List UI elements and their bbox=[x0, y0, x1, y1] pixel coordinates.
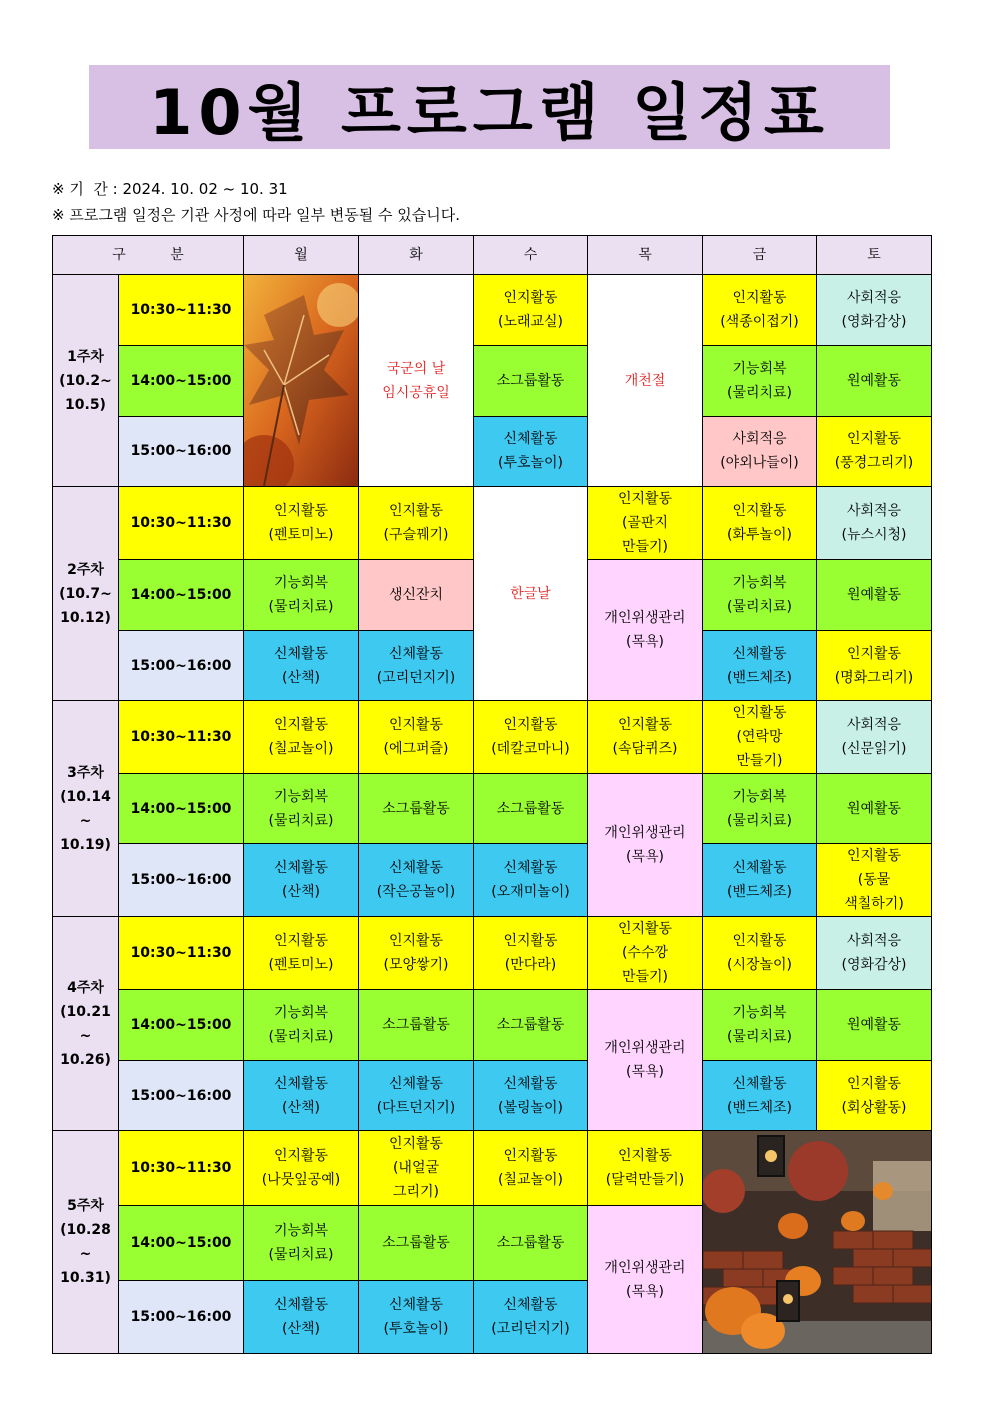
activity-cell: 기능회복 (물리치료) bbox=[244, 1206, 359, 1281]
activity-cell: 신체활동 (밴드체조) bbox=[703, 844, 817, 917]
week-label: 3주차 (10.14 ~ 10.19) bbox=[53, 701, 119, 917]
page-title: 10월 프로그램 일정표 bbox=[149, 75, 830, 149]
activity-cell: 인지활동 (속담퀴즈) bbox=[588, 701, 703, 774]
header-mon: 월 bbox=[244, 236, 359, 275]
activity-cell: 생신잔치 bbox=[359, 560, 474, 631]
header-sat: 토 bbox=[817, 236, 932, 275]
activity-cell: 인지활동 (펜토미노) bbox=[244, 487, 359, 560]
title-banner bbox=[89, 65, 890, 149]
activity-cell: 신체활동 (볼링놀이) bbox=[474, 1061, 588, 1131]
activity-cell: 기능회복 (물리치료) bbox=[244, 990, 359, 1061]
activity-cell: 사회적응 (영화감상) bbox=[817, 275, 932, 346]
autumn-leaf-photo bbox=[244, 275, 359, 487]
table-row bbox=[53, 844, 932, 917]
activity-cell: 사회적응 (영화감상) bbox=[817, 917, 932, 990]
activity-cell: 신체활동 (산책) bbox=[244, 631, 359, 701]
activity-cell: 소그룹활동 bbox=[359, 774, 474, 844]
activity-cell: 소그룹활동 bbox=[474, 990, 588, 1061]
week-label: 4주차 (10.21 ~ 10.26) bbox=[53, 917, 119, 1131]
time-slot: 10:30~11:30 bbox=[119, 487, 244, 560]
time-slot: 10:30~11:30 bbox=[119, 1131, 244, 1206]
activity-cell: 기능회복 (물리치료) bbox=[703, 990, 817, 1061]
period-note: ※ 기 간 : 2024. 10. 02 ~ 10. 31 bbox=[52, 180, 288, 198]
time-slot: 15:00~16:00 bbox=[119, 1061, 244, 1131]
activity-cell: 인지활동 (동물 색칠하기) bbox=[817, 844, 932, 917]
holiday-cell: 한글날 bbox=[474, 487, 588, 701]
activity-cell: 원예활동 bbox=[817, 560, 932, 631]
table-row bbox=[53, 416, 932, 486]
activity-cell: 인지활동 (화투놀이) bbox=[703, 487, 817, 560]
activity-cell: 신체활동 (오재미놀이) bbox=[474, 844, 588, 917]
activity-cell: 인지활동 (칠교놀이) bbox=[244, 701, 359, 774]
time-slot: 15:00~16:00 bbox=[119, 416, 244, 486]
activity-cell: 인지활동 (색종이접기) bbox=[703, 275, 817, 346]
activity-cell: 인지활동 (골판지 만들기) bbox=[588, 487, 703, 560]
header-wed: 수 bbox=[474, 236, 588, 275]
time-slot: 14:00~15:00 bbox=[119, 346, 244, 416]
activity-cell: 기능회복 (물리치료) bbox=[703, 560, 817, 631]
time-slot: 14:00~15:00 bbox=[119, 774, 244, 844]
activity-cell: 신체활동 (고리던지기) bbox=[474, 1281, 588, 1354]
time-slot: 10:30~11:30 bbox=[119, 917, 244, 990]
time-slot: 14:00~15:00 bbox=[119, 990, 244, 1061]
activity-cell: 원예활동 bbox=[817, 346, 932, 416]
activity-cell: 개인위생관리 (목욕) bbox=[588, 990, 703, 1131]
table-row bbox=[53, 1131, 932, 1206]
activity-cell: 인지활동 (달력만들기) bbox=[588, 1131, 703, 1206]
activity-cell: 소그룹활동 bbox=[359, 1206, 474, 1281]
activity-cell: 신체활동 (밴드체조) bbox=[703, 1061, 817, 1131]
table-row bbox=[53, 990, 932, 1061]
activity-cell: 신체활동 (산책) bbox=[244, 1061, 359, 1131]
activity-cell: 사회적응 (신문읽기) bbox=[817, 701, 932, 774]
table-row bbox=[53, 346, 932, 416]
time-slot: 14:00~15:00 bbox=[119, 1206, 244, 1281]
header-category: 구 분 bbox=[53, 236, 244, 275]
activity-cell: 인지활동 (명화그리기) bbox=[817, 631, 932, 701]
header-row bbox=[53, 236, 932, 275]
activity-cell: 원예활동 bbox=[817, 990, 932, 1061]
activity-cell: 인지활동 (에그퍼즐) bbox=[359, 701, 474, 774]
header-thu: 목 bbox=[588, 236, 703, 275]
table-row bbox=[53, 917, 932, 990]
activity-cell: 신체활동 (밴드체조) bbox=[703, 631, 817, 701]
time-slot: 10:30~11:30 bbox=[119, 701, 244, 774]
notes bbox=[52, 176, 460, 228]
activity-cell: 신체활동 (투호놀이) bbox=[359, 1281, 474, 1354]
activity-cell: 신체활동 (산책) bbox=[244, 1281, 359, 1354]
activity-cell: 기능회복 (물리치료) bbox=[703, 774, 817, 844]
activity-cell: 소그룹활동 bbox=[359, 990, 474, 1061]
table-row bbox=[53, 487, 932, 560]
activity-cell: 인지활동 (풍경그리기) bbox=[817, 416, 932, 486]
activity-cell: 사회적응 (야외나들이) bbox=[703, 416, 817, 486]
activity-cell: 인지활동 (수수깡 만들기) bbox=[588, 917, 703, 990]
pumpkin-porch-photo bbox=[703, 1131, 932, 1354]
activity-cell: 신체활동 (다트던지기) bbox=[359, 1061, 474, 1131]
activity-cell: 인지활동 (시장놀이) bbox=[703, 917, 817, 990]
activity-cell: 인지활동 (회상활동) bbox=[817, 1061, 932, 1131]
activity-cell: 인지활동 (데칼코마니) bbox=[474, 701, 588, 774]
activity-cell: 원예활동 bbox=[817, 774, 932, 844]
time-slot: 15:00~16:00 bbox=[119, 1281, 244, 1354]
activity-cell: 소그룹활동 bbox=[474, 346, 588, 416]
time-slot: 14:00~15:00 bbox=[119, 560, 244, 631]
table-row bbox=[53, 701, 932, 774]
holiday-cell: 개천절 bbox=[588, 275, 703, 487]
activity-cell: 개인위생관리 (목욕) bbox=[588, 1206, 703, 1354]
activity-cell: 인지활동 (노래교실) bbox=[474, 275, 588, 346]
activity-cell: 인지활동 (펜토미노) bbox=[244, 917, 359, 990]
header-fri: 금 bbox=[703, 236, 817, 275]
table-row bbox=[53, 774, 932, 844]
activity-cell: 인지활동 (만다라) bbox=[474, 917, 588, 990]
activity-cell: 신체활동 (산책) bbox=[244, 844, 359, 917]
time-slot: 10:30~11:30 bbox=[119, 275, 244, 346]
week-label: 2주차 (10.7~ 10.12) bbox=[53, 487, 119, 701]
activity-cell: 인지활동 (연락망 만들기) bbox=[703, 701, 817, 774]
activity-cell: 신체활동 (고리던지기) bbox=[359, 631, 474, 701]
activity-cell: 기능회복 (물리치료) bbox=[244, 560, 359, 631]
activity-cell: 인지활동 (구슬꿰기) bbox=[359, 487, 474, 560]
disclaimer-note: ※ 프로그램 일정은 기관 사정에 따라 일부 변동될 수 있습니다. bbox=[52, 206, 461, 224]
time-slot: 15:00~16:00 bbox=[119, 631, 244, 701]
activity-cell: 사회적응 (뉴스시청) bbox=[817, 487, 932, 560]
activity-cell: 인지활동 (내얼굴 그리기) bbox=[359, 1131, 474, 1206]
activity-cell: 소그룹활동 bbox=[474, 774, 588, 844]
activity-cell: 인지활동 (칠교놀이) bbox=[474, 1131, 588, 1206]
week-label: 1주차 (10.2~ 10.5) bbox=[53, 275, 119, 487]
table-row bbox=[53, 275, 932, 346]
activity-cell: 인지활동 (나뭇잎공예) bbox=[244, 1131, 359, 1206]
activity-cell: 소그룹활동 bbox=[474, 1206, 588, 1281]
activity-cell: 개인위생관리 (목욕) bbox=[588, 774, 703, 917]
activity-cell: 신체활동 (투호놀이) bbox=[474, 416, 588, 486]
schedule-table bbox=[52, 235, 932, 1354]
table-row bbox=[53, 1061, 932, 1131]
header-tue: 화 bbox=[359, 236, 474, 275]
holiday-cell: 국군의 날 임시공휴일 bbox=[359, 275, 474, 487]
activity-cell: 개인위생관리 (목욕) bbox=[588, 560, 703, 701]
activity-cell: 인지활동 (모양쌓기) bbox=[359, 917, 474, 990]
week-label: 5주차 (10.28 ~ 10.31) bbox=[53, 1131, 119, 1354]
activity-cell: 신체활동 (작은공놀이) bbox=[359, 844, 474, 917]
activity-cell: 기능회복 (물리치료) bbox=[703, 346, 817, 416]
time-slot: 15:00~16:00 bbox=[119, 844, 244, 917]
activity-cell: 기능회복 (물리치료) bbox=[244, 774, 359, 844]
